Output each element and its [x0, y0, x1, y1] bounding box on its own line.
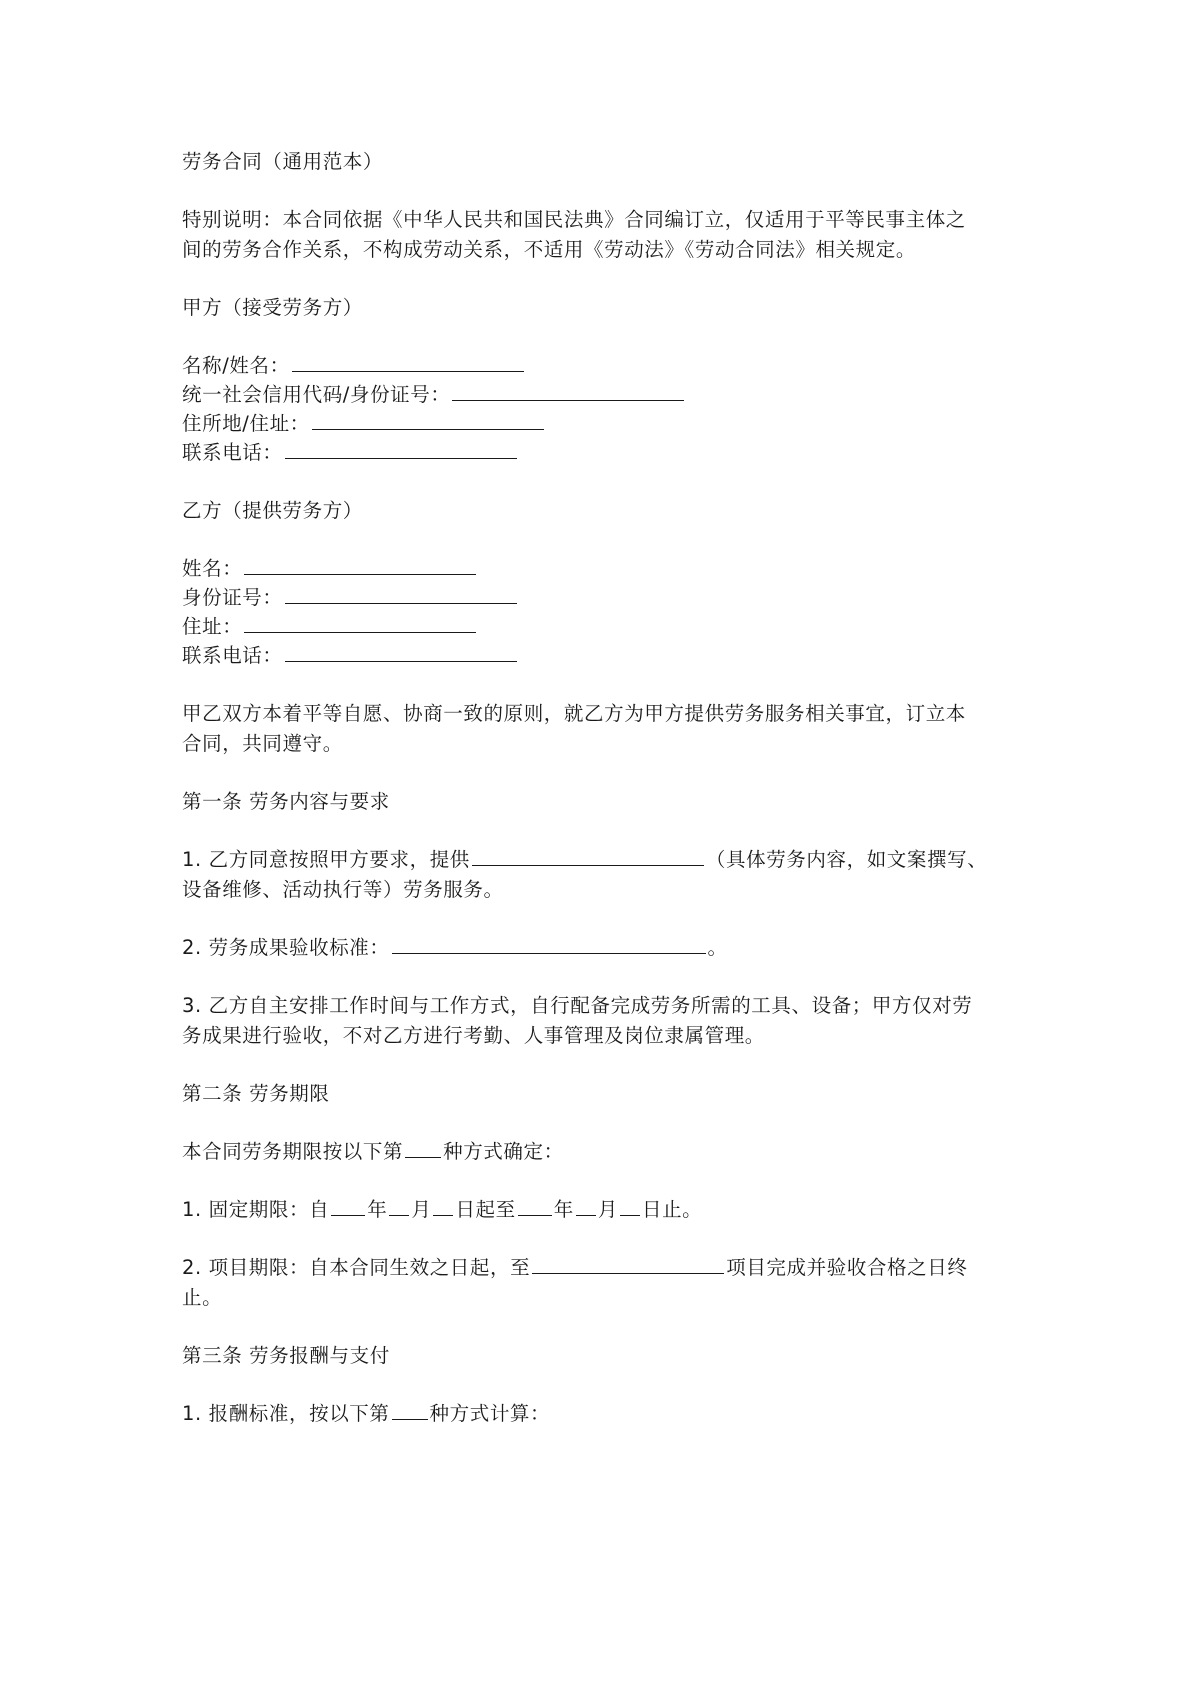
- article-2-item-2-line-1: [182, 1253, 967, 1283]
- date-unit: 年: [553, 1198, 574, 1221]
- party-b-address-row: [182, 612, 478, 642]
- clause-text: （具体劳务内容，如文案撰写、: [705, 848, 988, 871]
- acceptance-standard-blank[interactable]: [392, 933, 706, 954]
- article-2-heading: 第二条 劳务期限: [182, 1082, 330, 1105]
- field-label: 姓名：: [182, 557, 243, 580]
- article-1-heading: 第一条 劳务内容与要求: [182, 790, 390, 813]
- clause-text: 2. 劳务成果验收标准：: [182, 936, 390, 959]
- date-unit: 月: [597, 1198, 618, 1221]
- field-label: 联系电话：: [182, 441, 283, 464]
- clause-text: 本合同劳务期限按以下第: [182, 1140, 404, 1163]
- party-b-heading: 乙方（提供劳务方）: [182, 499, 363, 522]
- date-unit: 月: [411, 1198, 432, 1221]
- field-label: 名称/姓名：: [182, 354, 290, 377]
- party-b-phone-row: [182, 641, 519, 671]
- preamble-line-2: 合同，共同遵守。: [182, 732, 343, 755]
- party-b-name-row: [182, 554, 478, 584]
- party-b-phone-blank[interactable]: [285, 641, 517, 662]
- article-3-heading: 第三条 劳务报酬与支付: [182, 1344, 390, 1367]
- field-label: 联系电话：: [182, 644, 283, 667]
- party-a-phone-blank[interactable]: [285, 438, 517, 459]
- term-option-blank[interactable]: [405, 1137, 441, 1158]
- clause-text: 种方式计算：: [429, 1402, 551, 1425]
- clause-text: 1. 报酬标准，按以下第: [182, 1402, 390, 1425]
- date-unit: 日起至: [455, 1198, 516, 1221]
- clause-text: 1. 乙方同意按照甲方要求，提供: [182, 848, 470, 871]
- end-day-blank[interactable]: [620, 1195, 640, 1216]
- article-2-item-2-line-2: 止。: [182, 1286, 223, 1309]
- project-name-blank[interactable]: [532, 1253, 724, 1274]
- clause-text: 1. 固定期限：自: [182, 1198, 330, 1221]
- special-note-line-2: 间的劳务合作关系，不构成劳动关系，不适用《劳动法》《劳动合同法》相关规定。: [182, 238, 916, 261]
- field-label: 住址：: [182, 615, 243, 638]
- party-b-address-blank[interactable]: [244, 612, 476, 633]
- start-day-blank[interactable]: [433, 1195, 453, 1216]
- party-a-name-row: [182, 351, 526, 381]
- clause-text: 2. 项目期限：自本合同生效之日起，至: [182, 1256, 531, 1279]
- party-a-phone-row: [182, 438, 519, 468]
- party-a-id-blank[interactable]: [452, 380, 684, 401]
- end-month-blank[interactable]: [576, 1195, 596, 1216]
- party-a-address-blank[interactable]: [312, 409, 544, 430]
- start-month-blank[interactable]: [389, 1195, 409, 1216]
- clause-text: 项目完成并验收合格之日终: [726, 1256, 968, 1279]
- field-label: 身份证号：: [182, 586, 283, 609]
- document-title: 劳务合同（通用范本）: [182, 150, 384, 173]
- article-1-item-2: [182, 933, 728, 963]
- special-note-line-1: 特别说明：本合同依据《中华人民共和国民法典》合同编订立，仅适用于平等民事主体之: [182, 208, 966, 231]
- party-b-id-blank[interactable]: [285, 583, 517, 604]
- service-content-blank[interactable]: [472, 845, 704, 866]
- field-label: 统一社会信用代码/身份证号：: [182, 383, 451, 406]
- party-a-id-row: [182, 380, 686, 410]
- clause-text: 。: [707, 936, 728, 959]
- end-year-blank[interactable]: [518, 1195, 552, 1216]
- article-1-item-3-line-1: 3. 乙方自主安排工作时间与工作方式，自行配备完成劳务所需的工具、设备；甲方仅对劳: [182, 994, 973, 1017]
- article-2-item-1: [182, 1195, 702, 1225]
- date-unit: 年: [367, 1198, 388, 1221]
- preamble-line-1: 甲乙双方本着平等自愿、协商一致的原则，就乙方为甲方提供劳务服务相关事宜，订立本: [182, 702, 966, 725]
- article-1-item-3-line-2: 务成果进行验收，不对乙方进行考勤、人事管理及岗位隶属管理。: [182, 1024, 765, 1047]
- party-b-name-blank[interactable]: [244, 554, 476, 575]
- party-a-name-blank[interactable]: [292, 351, 524, 372]
- start-year-blank[interactable]: [331, 1195, 365, 1216]
- article-3-item-1: [182, 1399, 550, 1429]
- party-b-id-row: [182, 583, 519, 613]
- clause-text: 种方式确定：: [443, 1140, 564, 1163]
- party-a-address-row: [182, 409, 546, 439]
- payment-option-blank[interactable]: [392, 1399, 428, 1420]
- article-1-item-1-line-2: 设备维修、活动执行等）劳务服务。: [182, 878, 504, 901]
- date-unit: 日止。: [641, 1198, 703, 1221]
- party-a-heading: 甲方（接受劳务方）: [182, 296, 363, 319]
- article-1-item-1-line-1: [182, 845, 987, 875]
- field-label: 住所地/住址：: [182, 412, 310, 435]
- article-2-intro: [182, 1137, 564, 1167]
